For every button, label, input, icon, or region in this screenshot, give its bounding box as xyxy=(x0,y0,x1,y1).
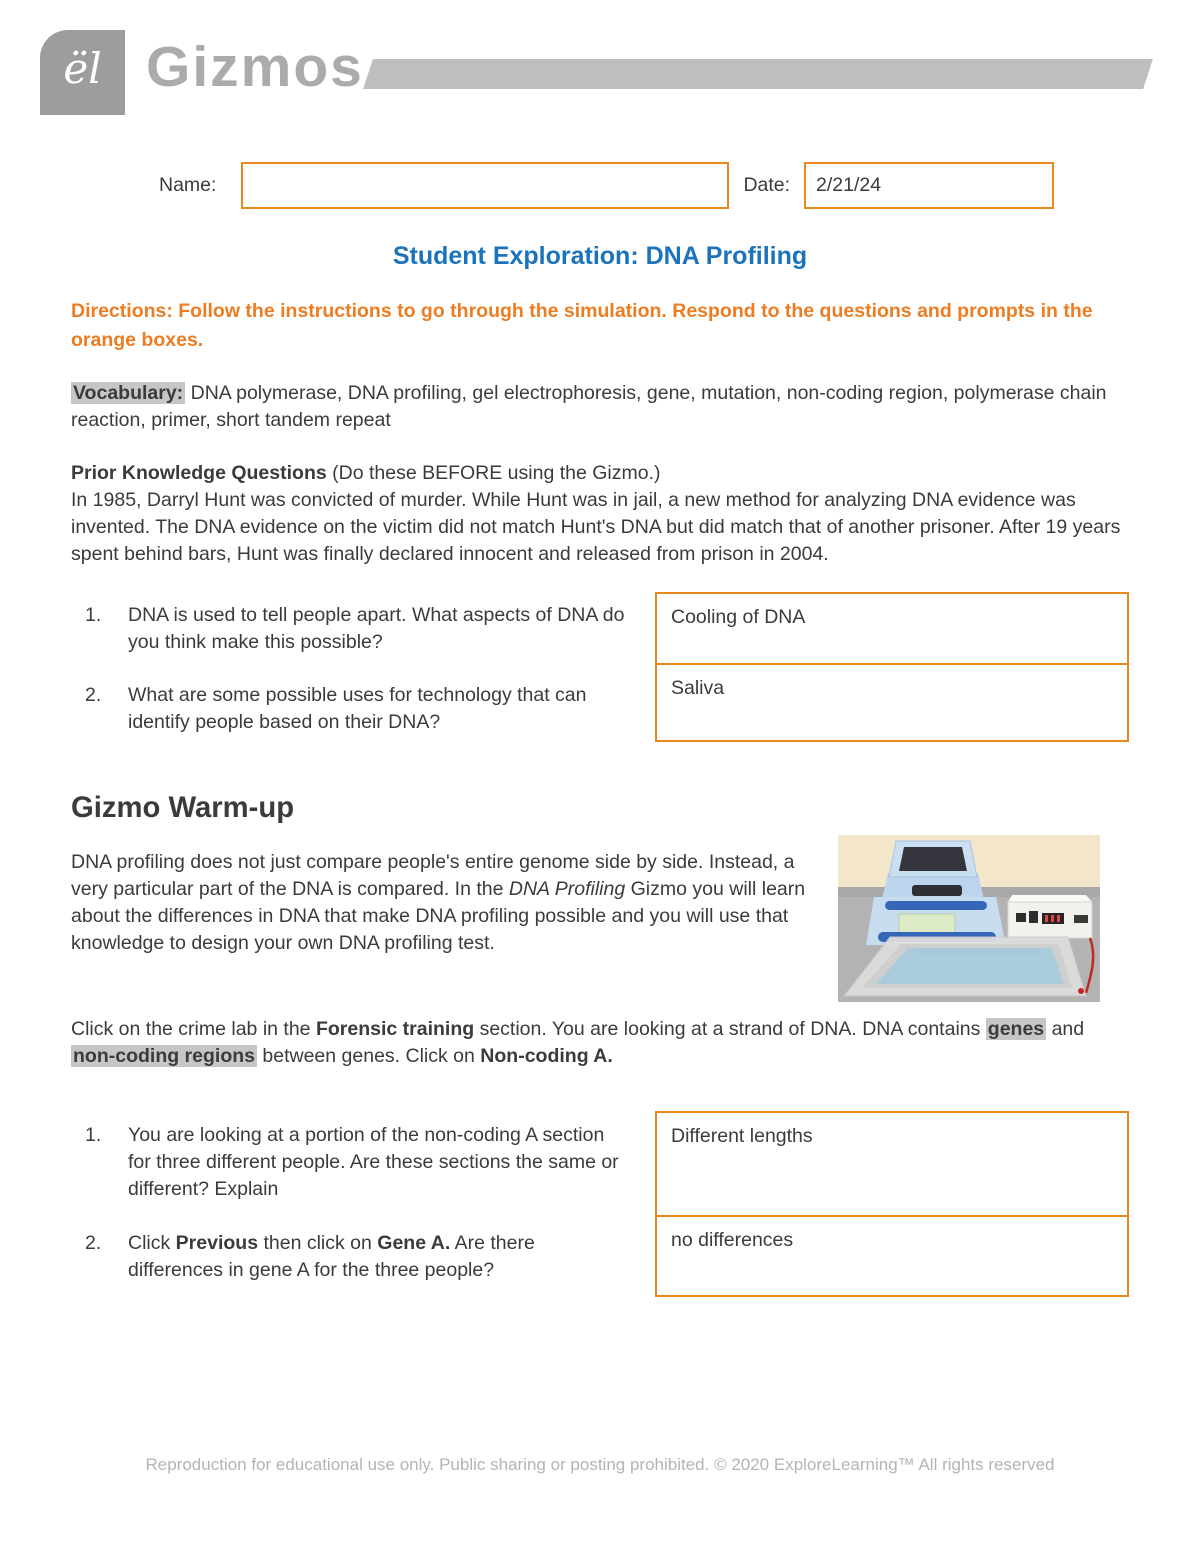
question-text: What are some possible uses for technology that can identify people based on their DNA? xyxy=(128,684,587,733)
instruction-segment: section. You are looking at a strand of DNA. DNA contains xyxy=(474,1018,986,1040)
question-text xyxy=(128,1217,655,1297)
prior-knowledge-block xyxy=(71,460,1129,568)
name-input[interactable] xyxy=(241,162,729,209)
warmup-equipment-photo xyxy=(838,835,1100,1002)
question-text-segment: Click xyxy=(128,1232,176,1254)
non-coding-regions-term: non-coding regions xyxy=(73,1045,255,1067)
instruction-segment: and xyxy=(1046,1018,1085,1040)
forensic-training-term: Forensic training xyxy=(315,1018,475,1040)
document-content xyxy=(0,162,1200,1297)
copyright-footer: Reproduction for educational use only. Public sharing or posting prohibited. © 2020 ExploreLearning™ All rights reserved xyxy=(145,1455,1055,1474)
vocabulary-label: Vocabulary: xyxy=(73,382,184,404)
question-row xyxy=(71,665,1129,742)
question-number: 2. xyxy=(85,1232,102,1254)
logo-monogram: ël xyxy=(63,43,102,93)
gene-a-term: Gene A. xyxy=(377,1232,451,1254)
forensic-training-instruction xyxy=(71,1016,1129,1070)
answer-box[interactable] xyxy=(655,1111,1129,1217)
gizmos-logotype: Gizmos xyxy=(146,35,364,99)
brand-header xyxy=(0,0,1200,115)
vocabulary-paragraph xyxy=(71,380,1129,434)
genes-term: genes xyxy=(987,1018,1045,1040)
answer-text: Different lengths xyxy=(671,1125,813,1147)
warmup-body xyxy=(71,835,1129,1002)
prior-knowledge-note: (Do these BEFORE using the Gizmo.) xyxy=(326,462,661,484)
question-number: 2. xyxy=(85,684,102,706)
warmup-paragraph-segment: Gizmo you will learn about the differences in DNA that make DNA profiling possible and you will use that knowledge to design your own DNA profiling test. xyxy=(71,878,806,954)
question-row xyxy=(71,1111,1129,1217)
prior-knowledge-questions xyxy=(71,592,1129,742)
question-text-segment: Are there differences in gene A for the three people? xyxy=(128,1232,535,1281)
warmup-questions xyxy=(71,1111,1129,1297)
prior-knowledge-heading-line xyxy=(71,460,1129,487)
date-label: Date: xyxy=(743,174,791,196)
answer-text: no differences xyxy=(671,1229,794,1251)
directions-text: Directions: Follow the instructions to go through the simulation. Respond to the questions and prompts in the orange boxes. xyxy=(71,300,1093,351)
name-label: Name: xyxy=(159,174,217,196)
question-text: DNA is used to tell people apart. What aspects of DNA do you think make this possible? xyxy=(128,604,625,653)
question-number: 1. xyxy=(85,1124,102,1146)
prior-knowledge-heading: Prior Knowledge Questions xyxy=(71,462,327,484)
name-date-row xyxy=(159,162,1129,209)
answer-box[interactable] xyxy=(655,592,1129,665)
warmup-heading: Gizmo Warm-up xyxy=(71,792,295,824)
question-number: 1. xyxy=(85,604,102,626)
answer-box[interactable] xyxy=(655,1215,1129,1297)
question-row xyxy=(71,1217,1129,1297)
page-title: Student Exploration: DNA Profiling xyxy=(392,242,808,270)
vocabulary-terms: DNA polymerase, DNA profiling, gel electrophoresis, gene, mutation, non-coding region, polymerase chain reaction, primer, short tandem repeat xyxy=(71,382,1107,431)
answer-text: Saliva xyxy=(671,677,725,699)
non-coding-a-term: Non-coding A. xyxy=(480,1045,613,1067)
brand-decorative-bar xyxy=(363,59,1153,89)
explorelearning-logo-icon xyxy=(40,30,125,115)
instruction-segment: between genes. Click on xyxy=(256,1045,481,1067)
date-input[interactable]: 2/21/24 xyxy=(804,162,1054,209)
previous-button-term: Previous xyxy=(175,1232,259,1254)
prior-knowledge-intro: In 1985, Darryl Hunt was convicted of murder. While Hunt was in jail, a new method for analyzing DNA evidence was invented. The DNA evidence on the victim did not match Hunt's DNA but did match that of another prisoner. After 19 years spent behind bars, Hunt was finally declared innocent and released from prison in 2004. xyxy=(71,489,1121,565)
question-text-segment: then click on xyxy=(258,1232,378,1254)
question-text: You are looking at a portion of the non-coding A section for three different people. Are these sections the same or different? Explain xyxy=(128,1124,619,1200)
instruction-segment: Click on the crime lab in the xyxy=(71,1018,316,1040)
warmup-paragraph-segment: DNA profiling does not just compare people's entire genome side by side. Instead, a very particular part of the DNA is compared. In the xyxy=(71,851,795,900)
gizmo-name-italic: DNA Profiling xyxy=(508,878,626,900)
answer-text: Cooling of DNA xyxy=(671,606,806,628)
answer-box[interactable] xyxy=(655,663,1129,742)
question-row xyxy=(71,592,1129,665)
